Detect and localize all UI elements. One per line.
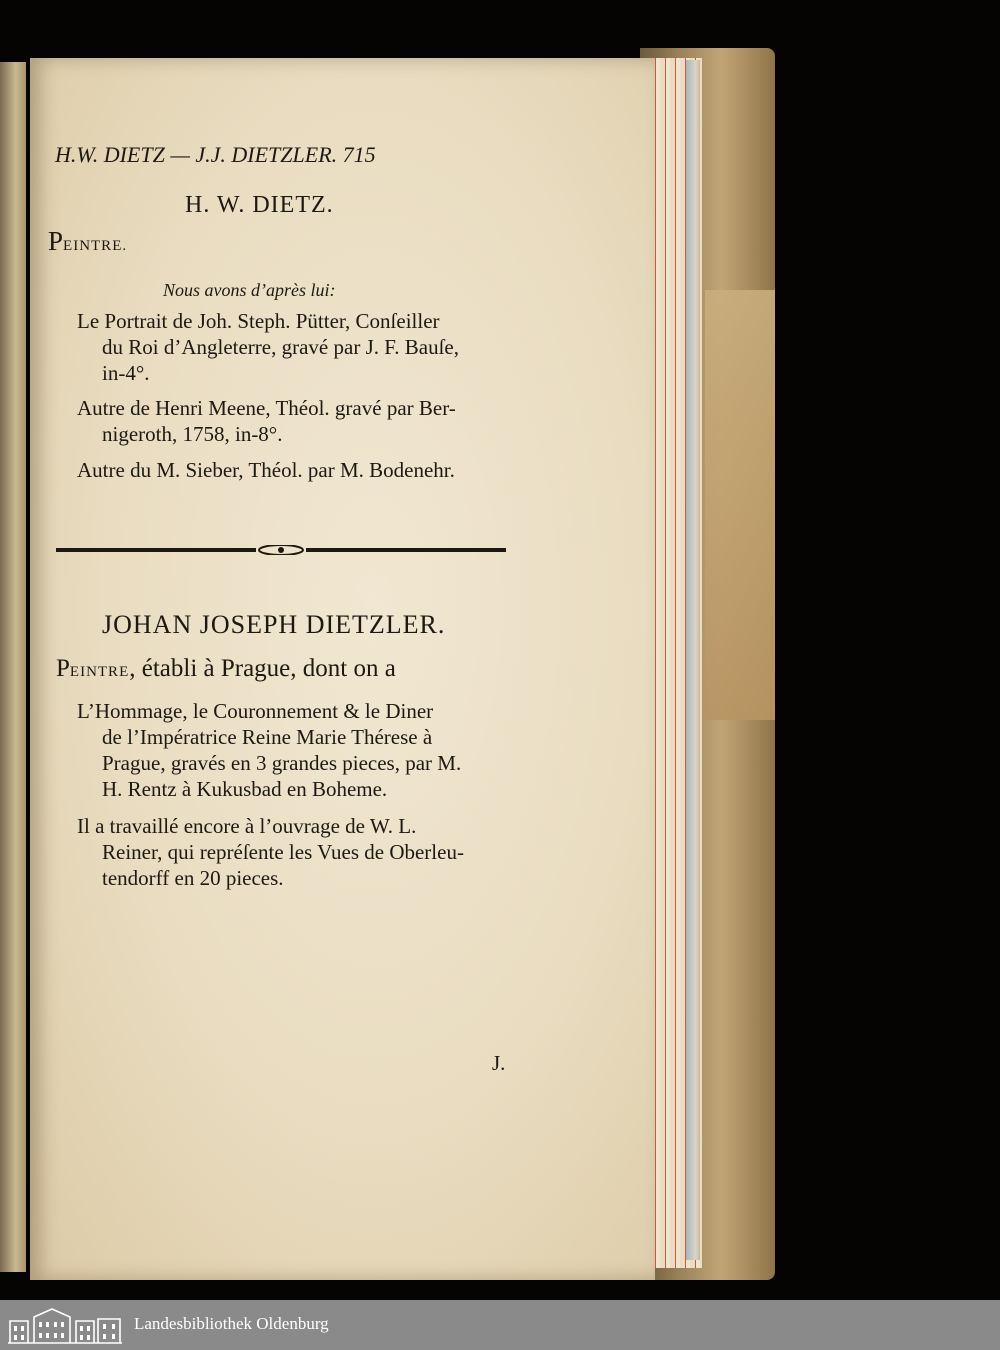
entry-text-line: Autre du M. Sieber, Théol. par M. Bodenehr.: [77, 458, 455, 482]
entry-text-line: Prague, gravés en 3 grandes pieces, par M.: [102, 751, 462, 775]
entry-text-line: L’Hommage, le Couronnement & le Diner: [77, 699, 434, 723]
entry-text-line: Reiner, qui repréſente les Vues de Oberleu-: [102, 840, 464, 864]
ornamental-rule: [56, 545, 506, 555]
library-building-icon: [8, 1305, 122, 1345]
entry-title: H. W. DIETZ.: [185, 192, 334, 218]
footer-bar: [0, 1300, 1000, 1350]
entry-role: PEINTRE, établi à Prague, dont on a: [56, 655, 396, 682]
entry-text-line: Il a travaillé encore à l’ouvrage de W. L.: [77, 814, 417, 838]
entry-text-line: tendorff en 20 pieces.: [102, 866, 284, 890]
entry-text-line: nigeroth, 1758, in-8°.: [102, 422, 283, 446]
marbled-edge: [686, 60, 700, 1260]
running-head: H.W. DIETZ — J.J. DIETZLER. 715: [55, 142, 376, 167]
entry-text-line: de l’Impératrice Reine Marie Thérese à: [102, 725, 433, 749]
book-page: [30, 58, 655, 1280]
cover-label-band: [705, 290, 775, 720]
entry-intro: Nous avons d’après lui:: [163, 280, 336, 300]
entry-role: PEINTRE.: [48, 226, 128, 256]
library-name: Landesbibliothek Oldenburg: [134, 1314, 329, 1333]
entry-title: JOHAN JOSEPH DIETZLER.: [102, 610, 446, 639]
catchword: J.: [492, 1051, 506, 1075]
entry-text-line: H. Rentz à Kukusbad en Boheme.: [102, 777, 388, 801]
entry-text-line: in-4°.: [102, 361, 150, 385]
entry-text-line: du Roi d’Angleterre, gravé par J. F. Bauſe,: [102, 335, 459, 359]
facing-page-edge: [0, 62, 26, 1272]
entry-text-line: Autre de Henri Meene, Théol. gravé par Ber-: [77, 396, 456, 420]
entry-text-line: Le Portrait de Joh. Steph. Pütter, Conſeiller: [77, 309, 440, 333]
